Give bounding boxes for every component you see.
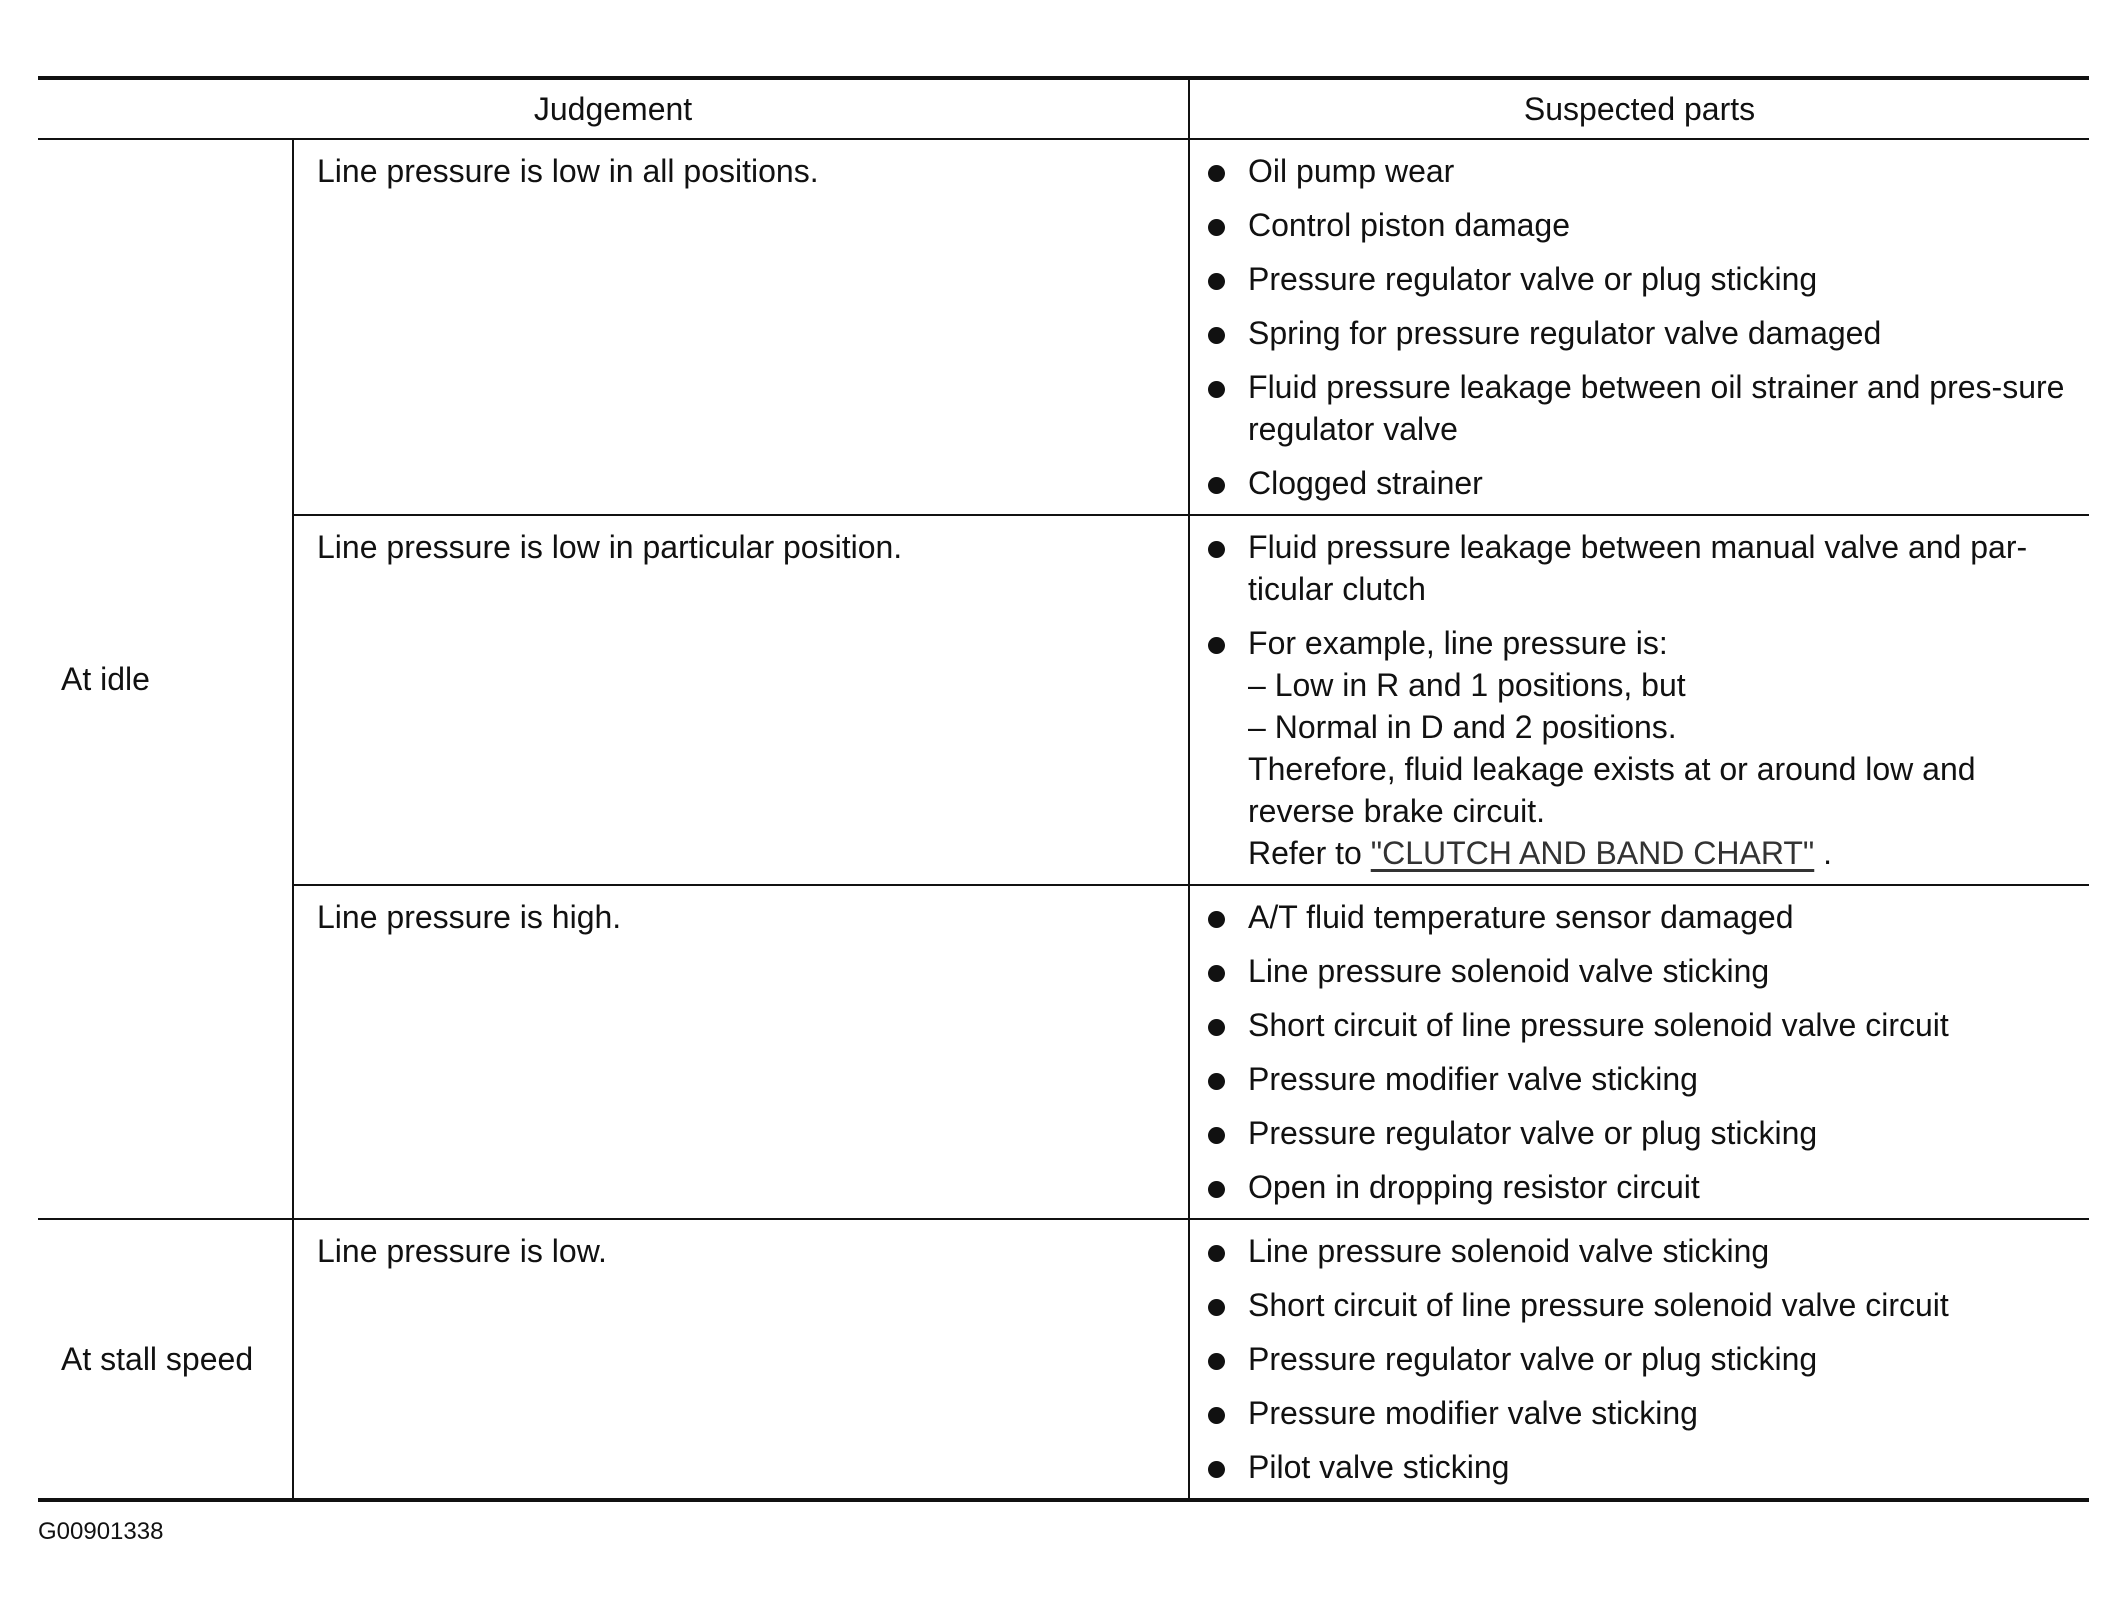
bullet-icon (1208, 1019, 1225, 1036)
bullet-icon (1208, 1127, 1225, 1144)
example-line: – Low in R and 1 positions, but (1248, 667, 1686, 703)
example-line: – Normal in D and 2 positions. (1248, 709, 1677, 745)
list-item: Short circuit of line pressure solenoid valve circuit (1190, 1284, 2071, 1326)
example-line: Therefore, fluid leakage exists at or around low and (1248, 751, 1976, 787)
bullet-icon (1208, 911, 1225, 928)
example-intro: For example, line pressure is: (1248, 625, 1668, 661)
bullet-icon (1208, 477, 1225, 494)
list-item: Clogged strainer (1190, 462, 2071, 504)
bullet-icon (1208, 637, 1225, 654)
condition-cell-at-stall-speed: At stall speed (38, 1219, 293, 1500)
bullet-icon (1208, 219, 1225, 236)
bullet-icon (1208, 1407, 1225, 1424)
judgement-cell: Line pressure is low in all positions. (293, 139, 1189, 515)
bullet-icon (1208, 1181, 1225, 1198)
list-item: Pressure modifier valve sticking (1190, 1058, 2071, 1100)
clutch-band-chart-link[interactable]: "CLUTCH AND BAND CHART" (1370, 835, 1815, 871)
list-item: Pressure regulator valve or plug sticking (1190, 258, 2071, 300)
parts-list (1190, 896, 2071, 1208)
bullet-icon (1208, 381, 1225, 398)
judgement-cell: Line pressure is high. (293, 885, 1189, 1219)
parts-list (1190, 526, 2071, 874)
list-item (1190, 622, 2071, 874)
list-item: Spring for pressure regulator valve damaged (1190, 312, 2071, 354)
judgement-cell: Line pressure is low in particular position. (293, 515, 1189, 885)
suspected-parts-cell (1189, 1219, 2089, 1500)
list-item: Pilot valve sticking (1190, 1446, 2071, 1488)
list-item: A/T fluid temperature sensor damaged (1190, 896, 2071, 938)
judgement-cell: Line pressure is low. (293, 1219, 1189, 1500)
list-item: Line pressure solenoid valve sticking (1190, 950, 2071, 992)
bullet-icon (1208, 541, 1225, 558)
list-item: Short circuit of line pressure solenoid valve circuit (1190, 1004, 2071, 1046)
table-row (38, 139, 2089, 515)
bullet-icon (1208, 1353, 1225, 1370)
diagnosis-table (38, 76, 2089, 1502)
list-item: Fluid pressure leakage between oil strainer and pres-sure regulator valve (1190, 366, 2071, 450)
list-item: Fluid pressure leakage between manual valve and par-ticular clutch (1190, 526, 2071, 610)
bullet-icon (1208, 327, 1225, 344)
bullet-icon (1208, 1073, 1225, 1090)
bullet-icon (1208, 965, 1225, 982)
condition-cell-at-idle: At idle (38, 139, 293, 1219)
list-item: Pressure regulator valve or plug sticking (1190, 1338, 2071, 1380)
table-row (38, 1219, 2089, 1500)
suspected-parts-cell (1189, 139, 2089, 515)
bullet-icon (1208, 1461, 1225, 1478)
refer-line: Refer to "CLUTCH AND BAND CHART" . (1248, 835, 1833, 871)
list-item: Line pressure solenoid valve sticking (1190, 1230, 2071, 1272)
list-item: Oil pump wear (1190, 150, 2071, 192)
list-item: Pressure regulator valve or plug sticking (1190, 1112, 2071, 1154)
figure-id: G00901338 (38, 1518, 164, 1545)
judgement-header: Judgement (38, 78, 1189, 139)
table-row (38, 515, 2089, 885)
list-item: Open in dropping resistor circuit (1190, 1166, 2071, 1208)
bullet-icon (1208, 273, 1225, 290)
bullet-icon (1208, 165, 1225, 182)
suspected-parts-cell (1189, 515, 2089, 885)
suspected-parts-header: Suspected parts (1189, 78, 2089, 139)
bullet-icon (1208, 1299, 1225, 1316)
table-row (38, 885, 2089, 1219)
suspected-parts-cell (1189, 885, 2089, 1219)
example-line: reverse brake circuit. (1248, 793, 1545, 829)
list-item: Pressure modifier valve sticking (1190, 1392, 2071, 1434)
parts-list (1190, 150, 2071, 504)
parts-list (1190, 1230, 2071, 1488)
bullet-icon (1208, 1245, 1225, 1262)
list-item: Control piston damage (1190, 204, 2071, 246)
header-row (38, 78, 2089, 139)
